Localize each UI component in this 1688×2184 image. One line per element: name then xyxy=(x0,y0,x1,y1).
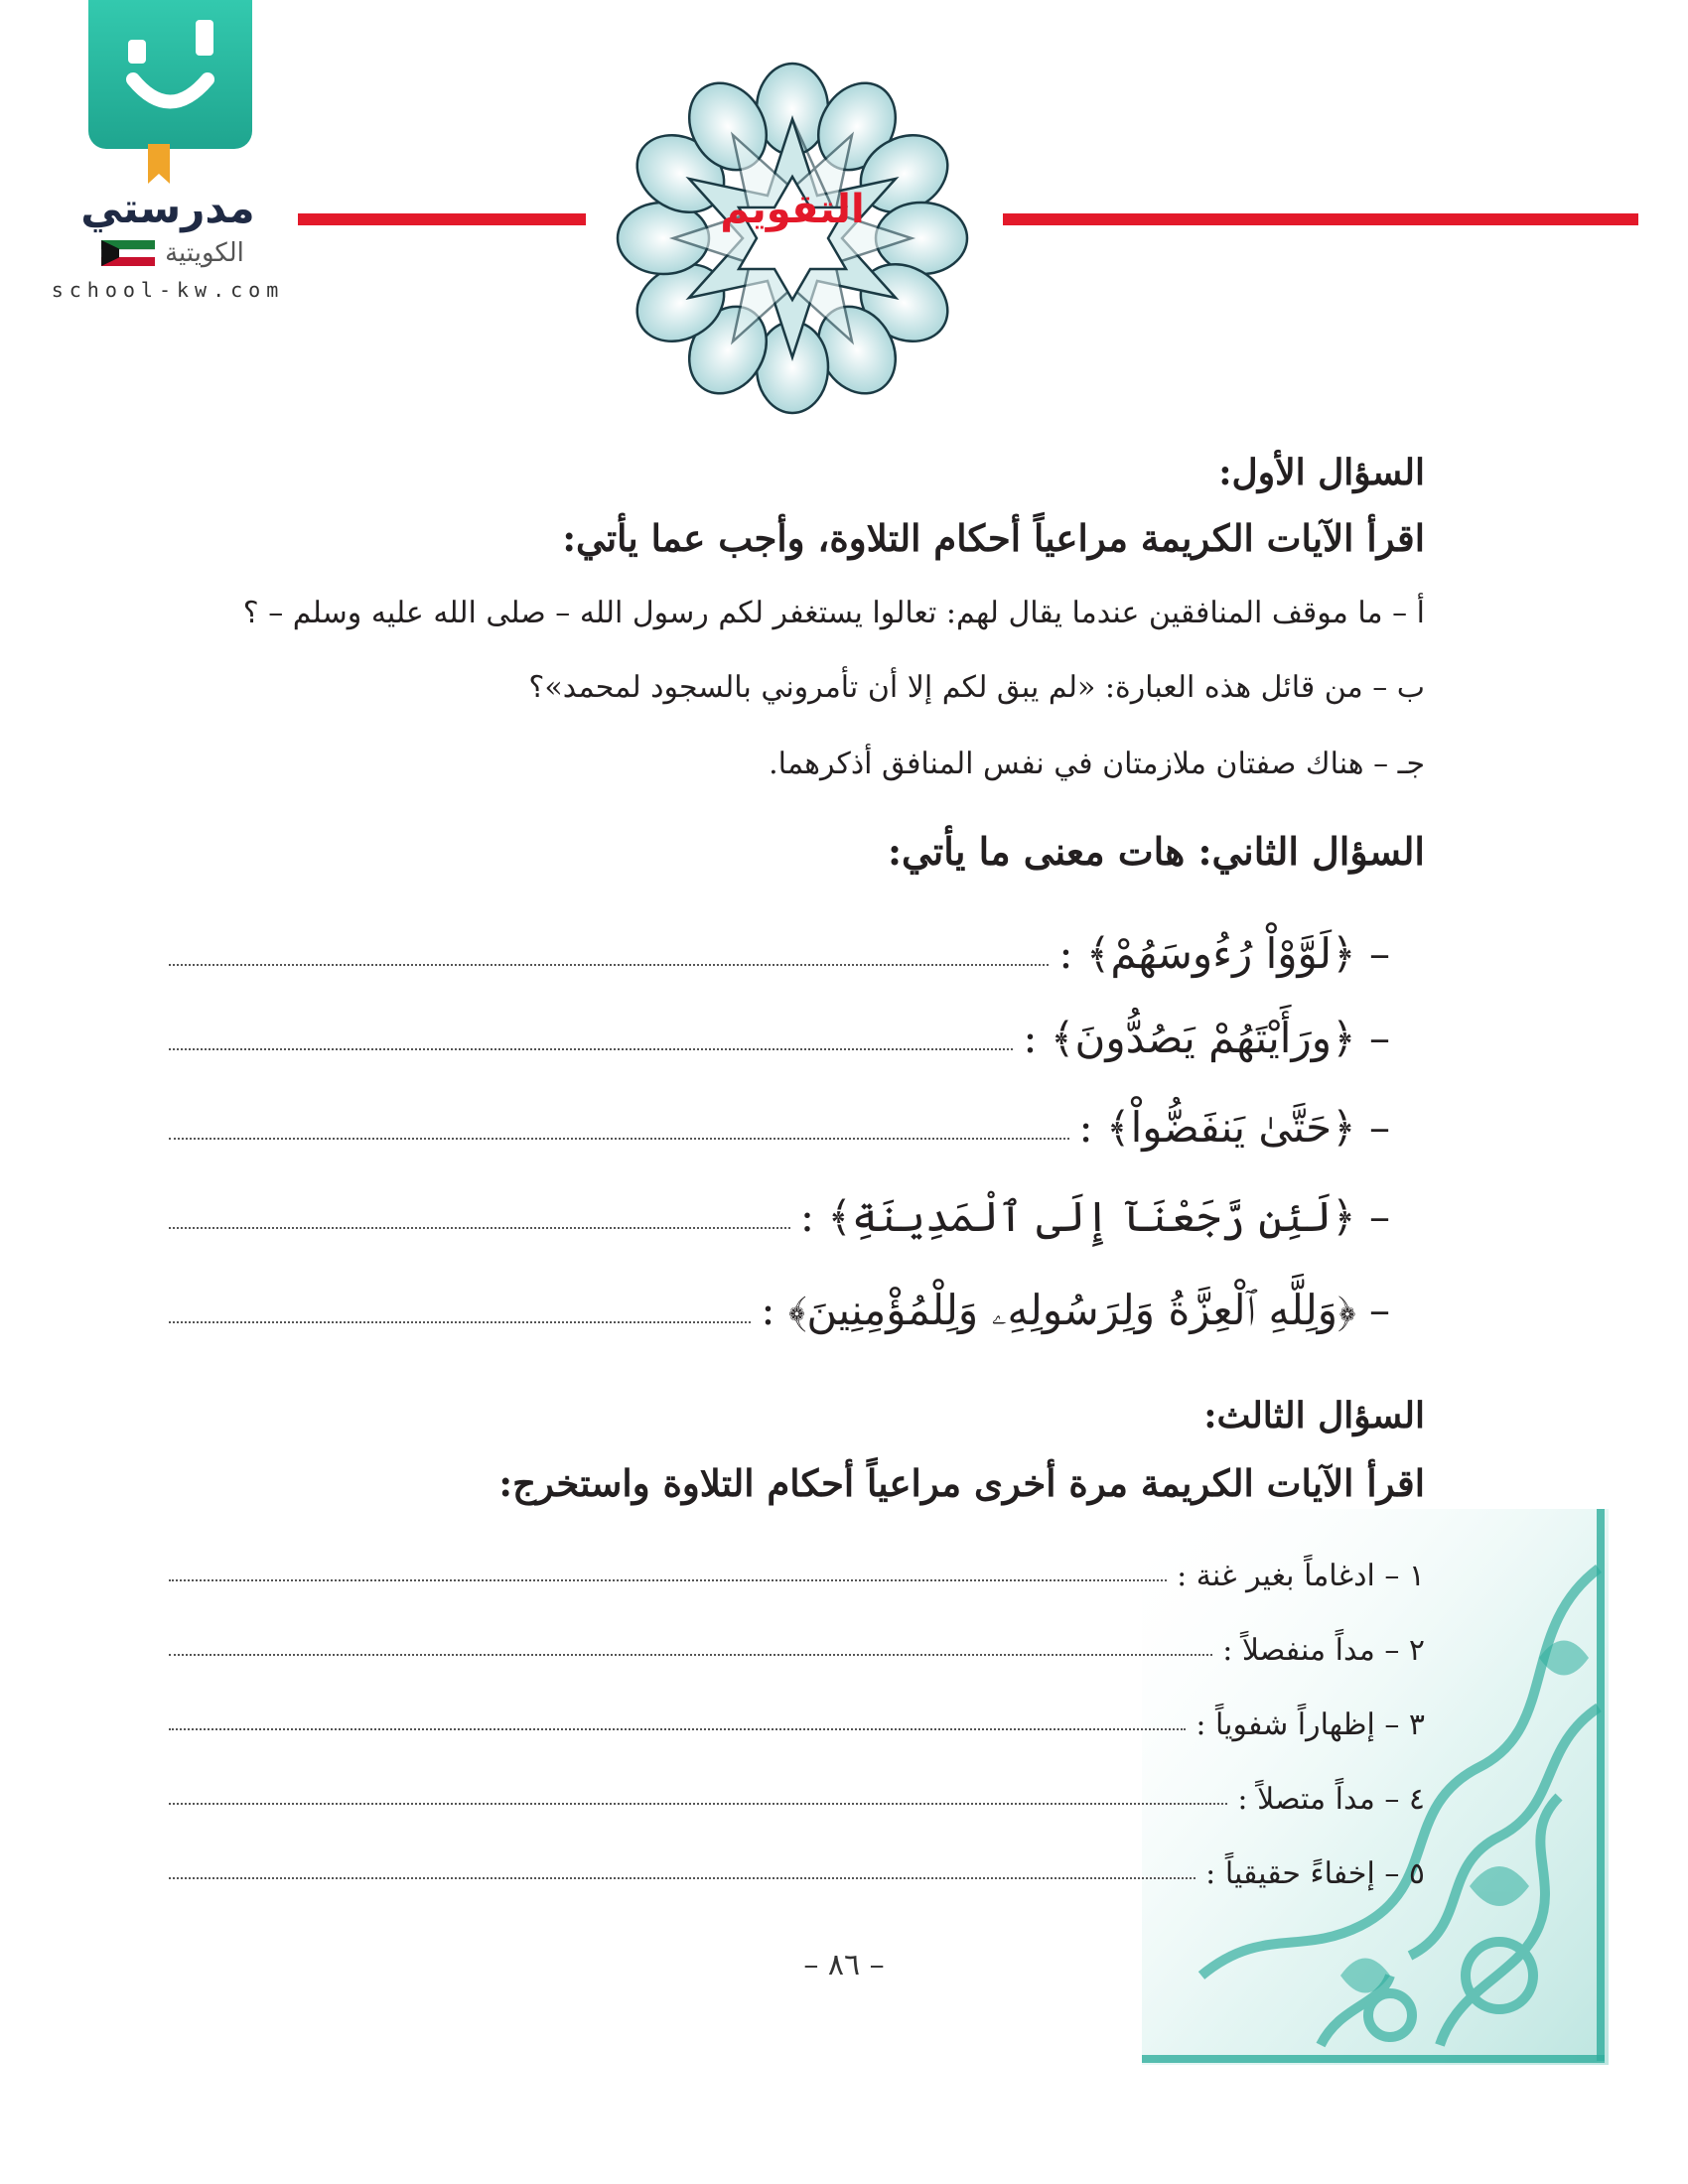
kuwait-flag-icon xyxy=(101,240,155,266)
answer-line[interactable] xyxy=(169,1138,1069,1140)
q2-answer-row xyxy=(169,1003,1390,1062)
q2-answer-row xyxy=(169,1181,1390,1241)
q3-answer-row xyxy=(169,1832,1425,1891)
q2-verse-label: – ﴿ورَأَيْتَهُمْ يَصُدُّونَ﴾ : xyxy=(1023,1014,1390,1062)
q1-item-c: جـ – هناك صفتان ملازمتان في نفس المنافق أذكرهما. xyxy=(769,747,1425,781)
answer-line[interactable] xyxy=(169,1227,790,1229)
school-kw-logo xyxy=(14,0,312,308)
answer-line[interactable] xyxy=(169,1579,1167,1581)
geometric-star-emblem xyxy=(604,60,981,417)
logo-book-icon xyxy=(88,0,252,149)
q2-answer-row xyxy=(169,1092,1390,1152)
q2-verse-label: – ﴿لَئِن رَّجَعْنَآ إِلَى ٱلْمَدِينَةِ﴾ : xyxy=(799,1192,1390,1241)
answer-line[interactable] xyxy=(169,1654,1212,1656)
answer-line[interactable] xyxy=(169,1321,751,1323)
q2-verse-label: – ﴿وَلِلَّهِ ٱلْعِزَّةُ وَلِرَسُولِهِۦ وَلِلْمُؤْمِنِينَ﴾ : xyxy=(761,1286,1390,1334)
header-divider-right xyxy=(1003,213,1638,225)
answer-line[interactable] xyxy=(169,1803,1227,1805)
q2-verse-label: – ﴿لَوَّوْاْ رُءُوسَهُمْ﴾ : xyxy=(1058,929,1390,978)
q3-answer-row xyxy=(169,1608,1425,1668)
q3-item-label: ٤ – مداً متصلاً : xyxy=(1237,1782,1425,1817)
q3-answer-row xyxy=(169,1683,1425,1742)
answer-line[interactable] xyxy=(169,964,1049,966)
q2-answer-row xyxy=(169,1276,1390,1335)
q3-item-label: ٣ – إظهاراً شفوياً : xyxy=(1196,1707,1425,1742)
logo-title: مدرستي xyxy=(80,184,255,232)
header-divider-left xyxy=(298,213,586,225)
bookmark-icon xyxy=(148,144,170,184)
logo-url: school-kw.com xyxy=(51,278,285,302)
logo-subtitle xyxy=(54,238,292,268)
page-number: – ٨٦ – xyxy=(803,1948,885,1982)
q1-heading: السؤال الأول: xyxy=(1218,452,1425,493)
q3-item-label: ٥ – إخفاءً حقيقياً : xyxy=(1205,1856,1425,1891)
q3-item-label: ١ – ادغاماً بغير غنة : xyxy=(1177,1559,1425,1593)
q3-answer-row xyxy=(169,1757,1425,1817)
q2-heading: السؤال الثاني: هات معنى ما يأتي: xyxy=(887,829,1425,874)
q2-verse-label: – ﴿حَتَّىٰ يَنفَضُّواْ﴾ : xyxy=(1078,1103,1390,1152)
q3-instruction: اقرأ الآيات الكريمة مرة أخرى مراعياً أحكام التلاوة واستخرج: xyxy=(498,1461,1425,1505)
answer-line[interactable] xyxy=(169,1877,1196,1879)
answer-line[interactable] xyxy=(169,1728,1186,1730)
q3-item-label: ٢ – مداً منفصلاً : xyxy=(1222,1633,1425,1668)
q2-answer-row xyxy=(169,918,1390,978)
q3-heading: السؤال الثالث: xyxy=(1203,1395,1425,1436)
section-title-evaluation: التقويم xyxy=(720,187,865,232)
logo-subtitle-text: الكويتية xyxy=(165,238,244,268)
q1-instruction: اقرأ الآيات الكريمة مراعياً أحكام التلاوة، وأجب عما يأتي: xyxy=(562,516,1425,560)
q1-item-b: ب – من قائل هذه العبارة: «لم يبق لكم إلا أن تأمروني بالسجود لمحمد»؟ xyxy=(528,670,1425,705)
q1-item-a: أ – ما موقف المنافقين عندما يقال لهم: تعالوا يستغفر لكم رسول الله – صلى الله عليه وسلم – ؟ xyxy=(242,596,1425,630)
answer-line[interactable] xyxy=(169,1048,1013,1050)
q3-answer-row xyxy=(169,1534,1425,1593)
